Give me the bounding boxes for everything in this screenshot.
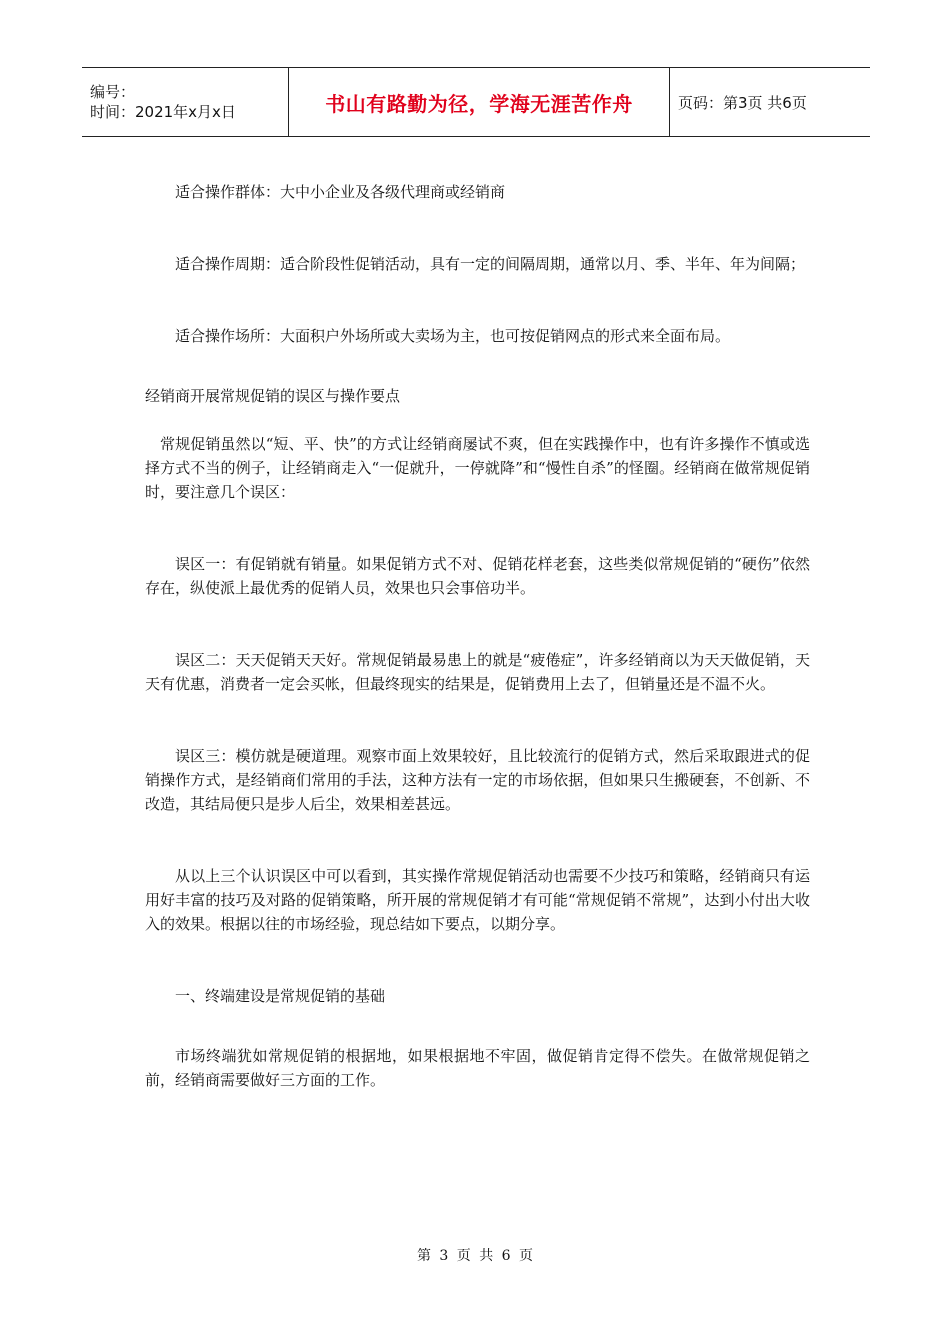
paragraph-target-group: 适合操作群体：大中小企业及各级代理商或经销商: [175, 183, 506, 201]
document-body: [145, 180, 810, 1092]
paragraph-operation-venue: 适合操作场所：大面积户外场所或大卖场为主，也可按促销网点的形式来全面布局。: [175, 327, 731, 345]
header-motto: 书山有路勤为径，学海无涯苦作舟: [289, 68, 670, 136]
paragraph-misconception-3: 误区三：模仿就是硬道理。观察市面上效果较好，且比较流行的促销方式，然后采取跟进式的促销操作方式，是经销商们常用的手法，这种方法有一定的市场依据，但如果只生搬硬套，不创新、不改造，其结局便只是步人后尘，效果相差甚远。: [145, 747, 810, 813]
paragraph-misconception-1: 误区一：有促销就有销量。如果促销方式不对、促销花样老套，这些类似常规促销的“硬伤”依然存在，纵使派上最优秀的促销人员，效果也只会事倍功半。: [145, 555, 810, 597]
paragraph-summary: 从以上三个认识误区中可以看到，其实操作常规促销活动也需要不少技巧和策略，经销商只有运用好丰富的技巧及对路的促销策略，所开展的常规促销才有可能“常规促销不常规”，达到小付出大收入的效果。根据以往的市场经验，现总结如下要点，以期分享。: [145, 867, 810, 933]
paragraph-misconception-2: 误区二：天天促销天天好。常规促销最易患上的就是“疲倦症”，许多经销商以为天天做促销，天天有优惠，消费者一定会买帐，但最终现实的结果是，促销费用上去了，但销量还是不温不火。: [145, 651, 810, 693]
header-page-info: 页码：第3页 共6页: [678, 93, 807, 112]
section-heading-terminal-building: 一、终端建设是常规促销的基础: [175, 987, 386, 1005]
document-header: [82, 67, 870, 137]
header-meta: [82, 68, 289, 136]
number-label: 编号：: [90, 83, 136, 101]
paragraph-terminal-building: 市场终端犹如常规促销的根据地，如果根据地不牢固，做促销肯定得不偿失。在做常规促销之前，经销商需要做好三方面的工作。: [145, 1047, 810, 1089]
paragraph-intro-misconceptions: 常规促销虽然以“短、平、快”的方式让经销商屡试不爽，但在实践操作中，也有许多操作不慎或选择方式不当的例子，让经销商走入“一促就升，一停就降”和“慢性自杀”的怪圈。经销商在做常规促销时，要注意几个误区：: [145, 435, 810, 501]
section-heading-misconceptions: 经销商开展常规促销的误区与操作要点: [145, 387, 401, 405]
time-label: 时间：2021年x月x日: [90, 103, 236, 121]
page-footer: 第 3 页 共 6 页: [416, 1248, 534, 1264]
paragraph-operation-cycle: 适合操作周期：适合阶段性促销活动，具有一定的间隔周期，通常以月、季、半年、年为间隔；: [175, 255, 806, 273]
